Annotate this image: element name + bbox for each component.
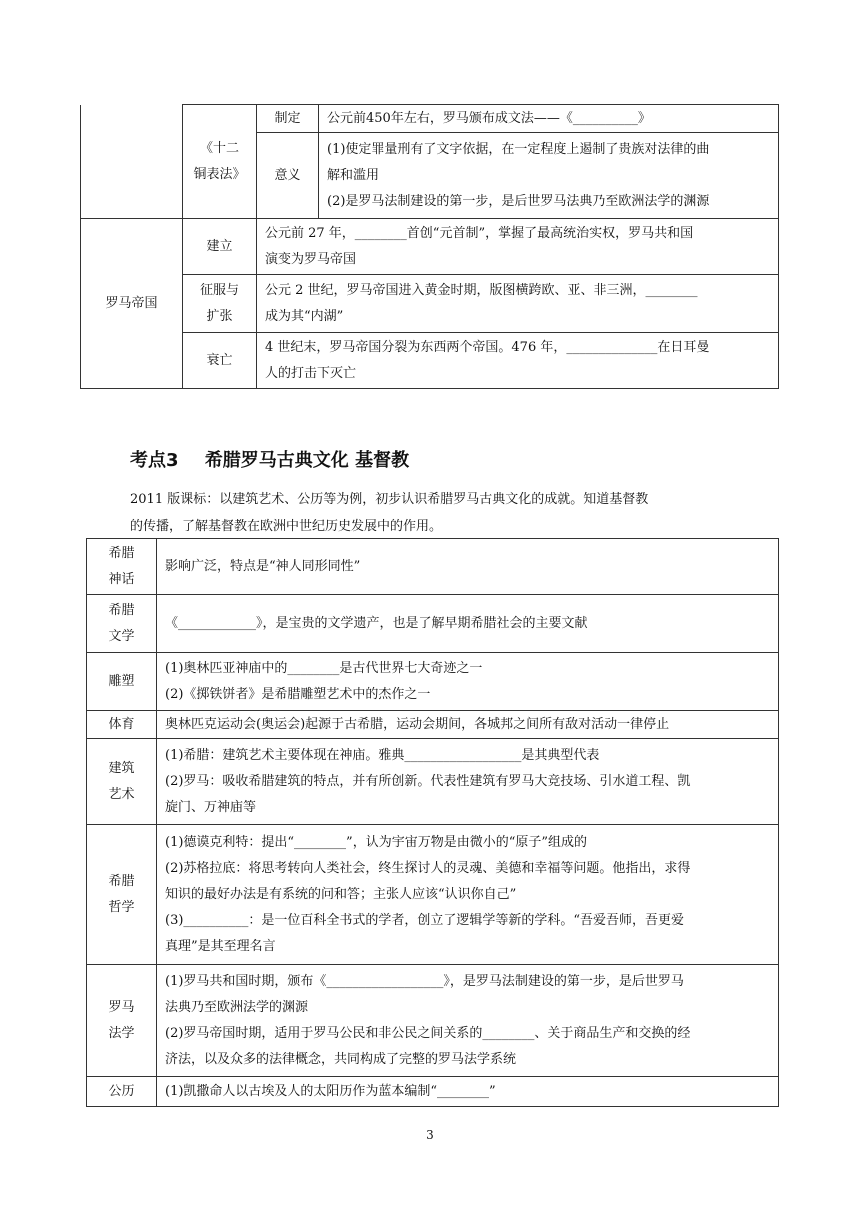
table-row [87,965,779,1077]
sculpture-content: (1)奥林匹亚神庙中的________是古代世界七大奇迹之一 (2)《掷铁饼者》是希腊雕塑艺术中的杰作之一 [157,653,779,711]
roman-empire-label: 罗马帝国 [81,219,183,389]
section-number: 考点3 [130,450,179,471]
table-row [87,653,779,711]
architecture-content: (1)希腊：建筑艺术主要体现在神庙。雅典__________________是其典型代表 (2)罗马：吸收希腊建筑的特点，并有所创新。代表性建筑有罗马大竞技场、引水道工程、凯 旋门、万神庙等 [157,739,779,825]
greek-philosophy-content: (1)德谟克利特：提出“________”，认为宇宙万物是由微小的“原子”组成的 (2)苏格拉底：将思考转向人类社会，终生探讨人的灵魂、美德和幸福等问题。他指出，求得 知识的最好办法是有系统的问和答；主张人应该“认识你自己” (3)__________：是一位百科全书式的学者，创立了逻辑学等新的学科。“吾爱吾师，吾更爱 真理”是其至理名言 [157,825,779,965]
table-row [87,595,779,653]
greek-literature-label: 希腊 文学 [87,595,157,653]
roman-law-content: (1)罗马共和国时期，颁布《__________________》，是罗马法制建设的第一步，是后世罗马 法典乃至欧洲法学的渊源 (2)罗马帝国时期，适用于罗马公民和非公民之间关系的________、关于商品生产和交换的经 济法，以及众多的法律概念，共同构成了完整的罗马法学系统 [157,965,779,1077]
roman-law-label: 罗马 法学 [87,965,157,1077]
roman-law-empire-table [80,104,779,389]
calendar-label: 公历 [87,1077,157,1107]
shuaiwang-label: 衰亡 [183,333,257,389]
table-row [87,825,779,965]
greek-literature-content: 《____________》，是宝贵的文学遗产，也是了解早期希腊社会的主要文献 [157,595,779,653]
sports-label: 体育 [87,711,157,739]
calendar-content: (1)凯撒命人以古埃及人的太阳历作为蓝本编制“________” [157,1077,779,1107]
table-row [87,1077,779,1107]
sculpture-label: 雕塑 [87,653,157,711]
zhengfu-label: 征服与 扩张 [183,275,257,333]
twelve-tables-label: 《十二 铜表法》 [183,105,257,219]
jianli-content: 公元前 27 年，________首创“元首制”，掌握了最高统治实权，罗马共和国 演变为罗马帝国 [257,219,779,275]
section-title: 希腊罗马古典文化 基督教 [204,450,410,471]
zhengfu-content: 公元 2 世纪，罗马帝国进入黄金时期，版图横跨欧、亚、非三洲，________ 成为其“内湖” [257,275,779,333]
page-number: 3 [426,1128,434,1142]
table-row [87,539,779,595]
greek-mythology-content: 影响广泛，特点是“神人同形同性” [157,539,779,595]
sports-content: 奥林匹克运动会(奥运会)起源于古希腊，运动会期间，各城邦之间所有敌对活动一律停止 [157,711,779,739]
greek-philosophy-label: 希腊 哲学 [87,825,157,965]
yiyi-content: (1)使定罪量刑有了文字依据，在一定程度上遏制了贵族对法律的曲 解和滥用 (2)是罗马法制建设的第一步，是后世罗马法典乃至欧洲法学的渊源 [319,133,779,219]
table-row [87,739,779,825]
yiyi-label: 意义 [257,133,319,219]
curriculum-standard: 2011 版课标：以建筑艺术、公历等为例，初步认识希腊罗马古典文化的成就。知道基督教 的传播，了解基督教在欧洲中世纪历史发展中的作用。 [130,492,649,534]
greek-mythology-label: 希腊 神话 [87,539,157,595]
zhiding-content: 公元前450年左右，罗马颁布成文法——《__________》 [319,105,779,133]
shuaiwang-content: 4 世纪末，罗马帝国分裂为东西两个帝国。476 年，______________在日耳曼 人的打击下灭亡 [257,333,779,389]
table-row [87,711,779,739]
classical-culture-table [86,538,779,1107]
table-blank-cell [81,105,183,219]
section-heading [130,446,409,472]
zhiding-label: 制定 [257,105,319,133]
jianli-label: 建立 [183,219,257,275]
architecture-label: 建筑 艺术 [87,739,157,825]
